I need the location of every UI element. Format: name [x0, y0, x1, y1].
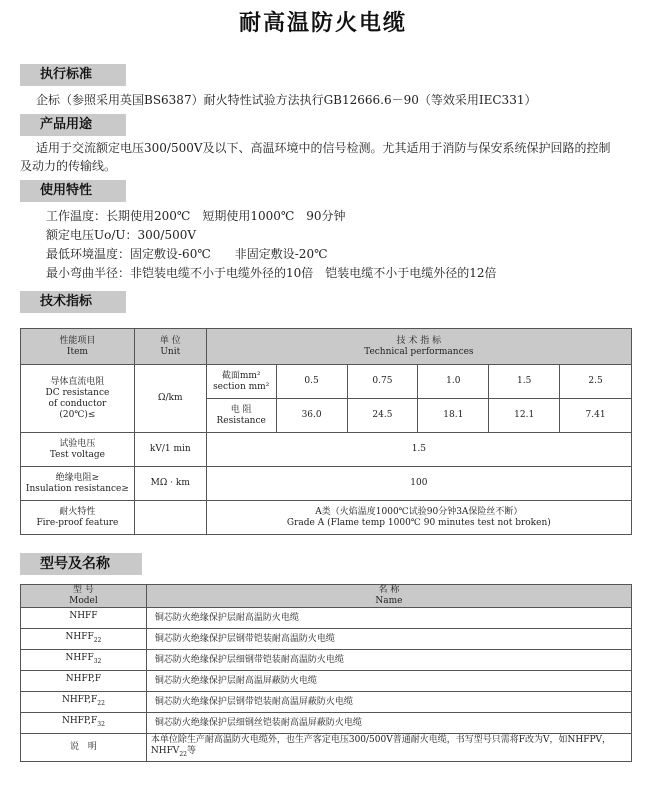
note-text: 本单位除生产耐高温防火电缆外，也生产客定电压300/500V普通耐火电缆，书写型号只需将F改为V，如NHFPV，$NHFV_{22}$等 — [146, 734, 631, 762]
name-header-en: Name — [375, 596, 403, 606]
table-row — [21, 608, 632, 629]
insulation-unit: MΩ · km — [134, 467, 206, 501]
page-title: 耐高温防火电缆 — [238, 11, 407, 36]
model-code: NHFP,F — [21, 671, 147, 692]
dcr-label-cn: 导体直流电阻 — [50, 376, 105, 387]
unit-header — [134, 329, 206, 365]
table-row — [21, 692, 632, 713]
table-row — [21, 713, 632, 734]
name-header-cn: 名 称 — [378, 585, 400, 595]
voltage-value: 1.5 — [206, 433, 631, 467]
fire-row — [21, 501, 632, 535]
section-label-en: section mm² — [213, 381, 270, 392]
resistance-label-en: Resistance — [216, 415, 266, 426]
dcr-unit: Ω/km — [134, 365, 206, 433]
insulation-row — [21, 467, 632, 501]
fire-label-cn: 耐火特性 — [59, 506, 96, 517]
perf-header-cn: 技 术 指 标 — [396, 335, 442, 346]
feature-line-4: 最小弯曲半径：非铠装电缆不小于电缆外径的10倍 铠装电缆不小于电缆外径的12倍 — [46, 266, 497, 280]
resistance-value: 12.1 — [489, 399, 560, 433]
insulation-label-en: Insulation resistance≥ — [25, 483, 129, 494]
voltage-label — [21, 433, 135, 467]
model-header — [21, 585, 147, 608]
dcr-label-en2: of conductor — [48, 398, 107, 409]
perf-header — [206, 329, 631, 365]
model-code: $NHFF_{22}$ — [21, 629, 147, 650]
fire-value-en: Grade A (Flame temp 1000℃ 90 minutes test not broken) — [286, 517, 551, 528]
model-header-cn: 型 号 — [72, 585, 94, 595]
section-heading-tech: 技术指标 — [20, 291, 126, 313]
feature-line-2: 额定电压Uo/U：300/500V — [46, 228, 197, 242]
model-code: NHFF — [21, 608, 147, 629]
table-row — [21, 671, 632, 692]
insulation-label-cn: 绝缘电阻≥ — [55, 472, 100, 483]
section-row — [21, 365, 632, 399]
note-label: 说 明 — [21, 734, 147, 762]
resistance-label — [206, 399, 276, 433]
dcr-label-en3: (20℃)≤ — [59, 409, 96, 420]
section-value: 2.5 — [560, 365, 632, 399]
tech-spec-table — [20, 328, 632, 535]
models-table-header — [21, 585, 632, 608]
tech-table-header — [21, 329, 632, 365]
feature-line-1: 工作温度：长期使用200℃ 短期使用1000℃ 90分钟 — [46, 209, 346, 223]
fire-label — [21, 501, 135, 535]
resistance-label-cn: 电 阻 — [230, 404, 252, 415]
item-header-en: Item — [66, 346, 88, 357]
name-header — [146, 585, 631, 608]
table-row — [21, 629, 632, 650]
model-name: 铜芯防火绝缘保护层细钢丝铠装耐高温屏蔽防火电缆 — [146, 713, 631, 734]
note-row — [21, 734, 632, 762]
section-heading-usage: 产品用途 — [20, 114, 126, 136]
section-heading-standard: 执行标准 — [20, 64, 126, 86]
fire-label-en: Fire-proof feature — [36, 517, 119, 528]
usage-line-1: 适用于交流额定电压300/500V及以下、高温环境中的信号检测。尤其适用于消防与保安系统保护回路的控制 — [36, 141, 611, 155]
resistance-value: 18.1 — [418, 399, 489, 433]
section-value: 0.5 — [276, 365, 347, 399]
model-name: 铜芯防火绝缘保护层耐高温屏蔽防火电缆 — [146, 671, 631, 692]
table-row — [21, 650, 632, 671]
dcr-label — [21, 365, 135, 433]
insulation-value: 100 — [206, 467, 631, 501]
section-label-cn: 截面mm² — [221, 370, 261, 381]
fire-value — [206, 501, 631, 535]
section-value: 1.0 — [418, 365, 489, 399]
voltage-unit: kV/1 min — [134, 433, 206, 467]
insulation-label — [21, 467, 135, 501]
fire-unit — [134, 501, 206, 535]
model-code: $NHFF_{32}$ — [21, 650, 147, 671]
standard-text: 企标（参照采用英国BS6387）耐火特性试验方法执行GB12666.6－90（等效采用IEC331） — [36, 93, 537, 107]
feature-line-3: 最低环境温度：固定敷设-60℃ 非固定敷设-20℃ — [46, 247, 328, 261]
perf-header-en: Technical performances — [364, 346, 474, 357]
usage-line-2: 及动力的传输线。 — [20, 159, 117, 173]
voltage-row — [21, 433, 632, 467]
resistance-value: 24.5 — [347, 399, 418, 433]
model-header-en: Model — [69, 596, 98, 606]
model-name: 铜芯防火绝缘保护层钢带铠装耐高温防火电缆 — [146, 629, 631, 650]
section-heading-models: 型号及名称 — [20, 553, 142, 575]
model-name: 铜芯防火绝缘保护层细钢带铠装耐高温防火电缆 — [146, 650, 631, 671]
voltage-label-cn: 试验电压 — [59, 438, 96, 449]
resistance-value: 7.41 — [560, 399, 632, 433]
voltage-label-en: Test voltage — [49, 449, 105, 460]
model-name: 铜芯防火绝缘保护层耐高温防火电缆 — [146, 608, 631, 629]
section-value: 1.5 — [489, 365, 560, 399]
item-header — [21, 329, 135, 365]
fire-value-cn: A类（火焰温度1000℃试验90分钟3A保险丝不断） — [315, 506, 523, 517]
unit-header-en: Unit — [160, 346, 181, 357]
section-value: 0.75 — [347, 365, 418, 399]
section-label — [206, 365, 276, 399]
model-name: 铜芯防火绝缘保护层钢带铠装耐高温屏蔽防火电缆 — [146, 692, 631, 713]
item-header-cn: 性能项目 — [59, 335, 96, 346]
model-code: $NHFP,F_{32}$ — [21, 713, 147, 734]
dcr-label-en1: DC resistance — [45, 387, 110, 398]
model-code: $NHFP,F_{22}$ — [21, 692, 147, 713]
resistance-value: 36.0 — [276, 399, 347, 433]
section-heading-features: 使用特性 — [20, 180, 126, 202]
unit-header-cn: 单 位 — [159, 335, 181, 346]
models-table — [20, 584, 632, 762]
